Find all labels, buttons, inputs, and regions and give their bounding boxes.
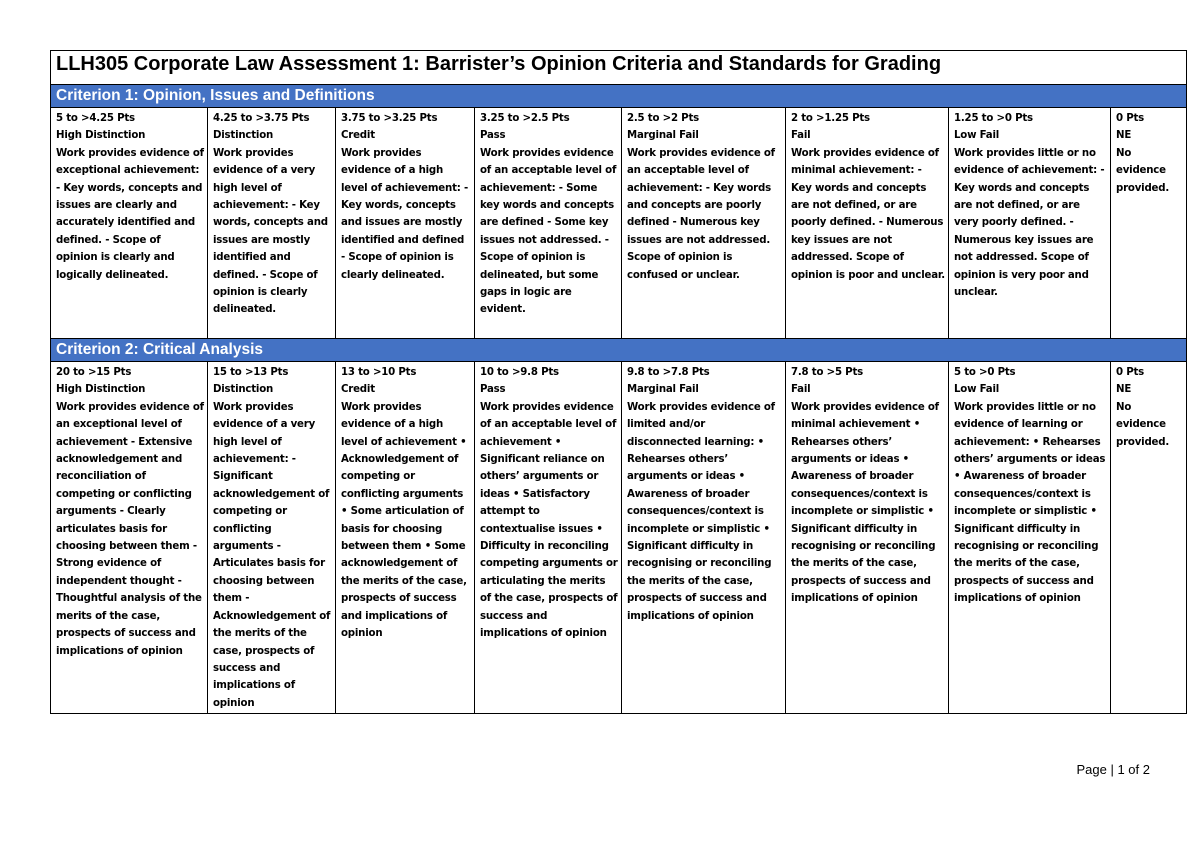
level-grade: Marginal Fail [627, 130, 699, 142]
level-grade: Credit [341, 384, 375, 396]
criterion-2-level-4 [475, 362, 622, 714]
level-description: Work provides evidence of limited and/or disconnected learning: • Rehearses others’ arguments or ideas • Awareness of broader consequences/context is incomplete or simplistic • Significant difficulty in recognising or reconciling the merits of the case, prospects of success and implications of opinion [627, 401, 775, 622]
level-points: 5 to >4.25 Pts [56, 113, 135, 124]
level-description: No evidence provided. [1116, 401, 1170, 448]
criterion-2-level-3 [336, 362, 475, 714]
level-grade: Fail [791, 130, 811, 142]
criterion-1-level-6 [786, 108, 949, 339]
level-points: 2 to >1.25 Pts [791, 113, 870, 124]
document-title: LLH305 Corporate Law Assessment 1: Barrister’s Opinion Criteria and Standards for Grading [51, 51, 1187, 85]
level-grade: Marginal Fail [627, 384, 699, 396]
level-points: 2.5 to >2 Pts [627, 113, 699, 124]
criterion-1-level-8 [1111, 108, 1187, 339]
criterion-2-heading: Criterion 2: Critical Analysis [51, 339, 1187, 362]
level-points: 20 to >15 Pts [56, 367, 132, 378]
level-grade: Distinction [213, 130, 274, 142]
criterion-1-level-5 [622, 108, 786, 339]
criterion-2-level-2 [208, 362, 336, 714]
level-points: 0 Pts [1116, 113, 1145, 124]
level-points: 7.8 to >5 Pts [791, 367, 863, 378]
level-grade: Credit [341, 130, 375, 142]
level-description: Work provides evidence of a high level of achievement: - Key words, concepts and issues are mostly identified and defined - Scope of opinion is clearly delineated. [341, 147, 468, 281]
level-description: Work provides evidence of minimal achievement • Rehearses others’ arguments or ideas • Awareness of broader consequences/context is incomplete or simplistic • Significant difficulty in recognising or reconciling the merits of the case, prospects of success and implications of opinion [791, 401, 939, 605]
level-description: Work provides little or no evidence of achievement: - Key words and concepts are not defined, or are very poorly defined. - Numerous key issues are not addressed. Scope of opinion is very poor and unclear. [954, 147, 1105, 299]
level-points: 1.25 to >0 Pts [954, 113, 1033, 124]
level-grade: High Distinction [56, 130, 146, 142]
level-grade: Pass [480, 384, 506, 396]
level-grade: Distinction [213, 384, 274, 396]
level-description: Work provides evidence of a very high level of achievement: - Significant acknowledgement of competing or conflicting arguments - Articulates basis for choosing between them - Acknowledgement of the merits of the case, prospects of success and implications of opinion [213, 401, 331, 709]
level-points: 0 Pts [1116, 367, 1145, 378]
criterion-1-row [51, 108, 1187, 339]
criterion-1-level-4 [475, 108, 622, 339]
level-grade: High Distinction [56, 384, 146, 396]
level-description: Work provides evidence of a very high level of achievement: - Key words, concepts and issues are mostly identified and defined. - Scope of opinion is clearly delineated. [213, 147, 328, 316]
level-description: Work provides evidence of an acceptable level of achievement • Significant reliance on others’ arguments or ideas • Satisfactory attempt to contextualise issues • Difficulty in reconciling competing arguments or articulating the merits of the case, prospects of success and implications of opinion [480, 401, 618, 640]
level-grade: Pass [480, 130, 506, 142]
criterion-2-level-8 [1111, 362, 1187, 714]
criterion-2-level-6 [786, 362, 949, 714]
criterion-2-level-1 [51, 362, 208, 714]
level-points: 4.25 to >3.75 Pts [213, 113, 310, 124]
level-grade: Low Fail [954, 130, 1000, 142]
level-description: Work provides evidence of minimal achievement: - Key words and concepts are not defined, or are poorly defined. - Numerous key issues are not addressed. Scope of opinion is poor and unclear. [791, 147, 945, 281]
criterion-1-level-3 [336, 108, 475, 339]
level-points: 3.25 to >2.5 Pts [480, 113, 570, 124]
level-points: 3.75 to >3.25 Pts [341, 113, 438, 124]
level-description: Work provides evidence of an acceptable level of achievement: - Some key words and concepts are defined - Some key issues not addressed. - Scope of opinion is delineated, but some gaps in logic are evident. [480, 147, 617, 316]
level-points: 10 to >9.8 Pts [480, 367, 559, 378]
level-grade: NE [1116, 130, 1132, 142]
level-description: Work provides little or no evidence of learning or achievement: • Rehearses others’ arguments or ideas • Awareness of broader consequences/context is incomplete or simplistic • Significant difficulty in recognising or reconciling the merits of the case, prospects of success and implications of opinion [954, 401, 1106, 605]
level-description: Work provides evidence of a high level of achievement • Acknowledgement of competing or conflicting arguments • Some articulation of basis for choosing between them • Some acknowledgement of the merits of the case, prospects of success and implications of opinion [341, 401, 467, 640]
level-points: 15 to >13 Pts [213, 367, 289, 378]
criterion-2-row [51, 362, 1187, 714]
criterion-1-level-1 [51, 108, 208, 339]
level-grade: Low Fail [954, 384, 1000, 396]
level-points: 9.8 to >7.8 Pts [627, 367, 710, 378]
criterion-2-level-5 [622, 362, 786, 714]
criterion-1-level-7 [949, 108, 1111, 339]
level-description: Work provides evidence of exceptional achievement: - Key words, concepts and issues are clearly and accurately identified and defined. - Scope of opinion is clearly and logically delineated. [56, 147, 204, 281]
level-points: 5 to >0 Pts [954, 367, 1016, 378]
level-description: Work provides evidence of an acceptable level of achievement: - Key words and concepts are poorly defined - Numerous key issues are not addressed. Scope of opinion is confused or unclear. [627, 147, 775, 281]
level-grade: NE [1116, 384, 1132, 396]
criterion-1-level-2 [208, 108, 336, 339]
criterion-1-heading: Criterion 1: Opinion, Issues and Definitions [51, 85, 1187, 108]
criterion-2-level-7 [949, 362, 1111, 714]
level-description: Work provides evidence of an exceptional level of achievement - Extensive acknowledgement and reconciliation of competing or conflicting arguments - Clearly articulates basis for choosing between them - Strong evidence of independent thought - Thoughtful analysis of the merits of the case, prospects of success and implications of opinion [56, 401, 204, 657]
level-description: No evidence provided. [1116, 147, 1170, 194]
page-number: Page | 1 of 2 [1076, 762, 1150, 777]
grading-rubric-table [50, 50, 1187, 714]
level-points: 13 to >10 Pts [341, 367, 417, 378]
level-grade: Fail [791, 384, 811, 396]
